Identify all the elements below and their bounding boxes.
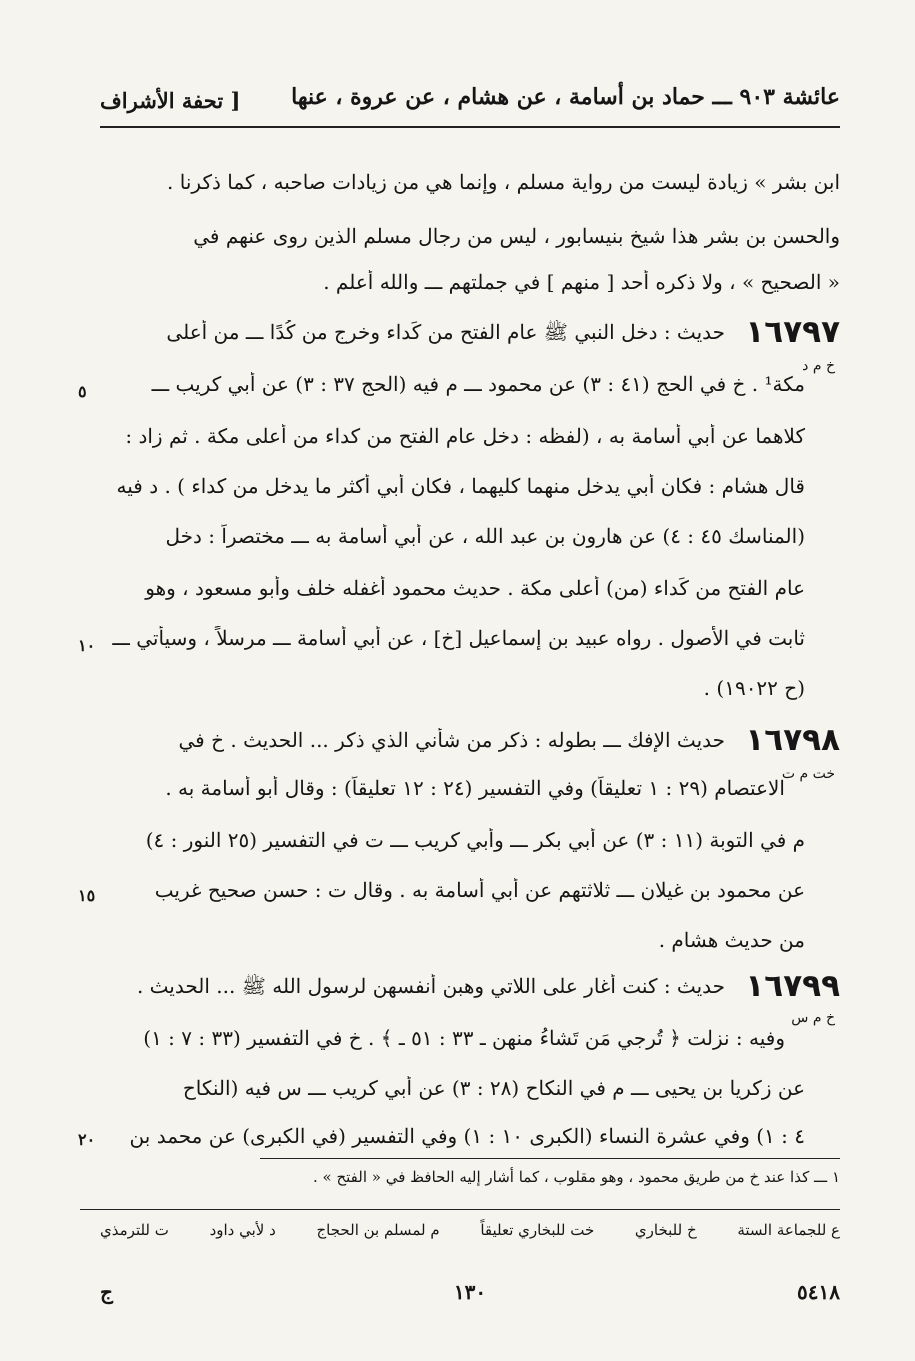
text-line: من حديث هشام . [658, 928, 805, 952]
abbreviation-item: خت للبخاري تعليقاً [480, 1221, 595, 1239]
source-sigla: خت م ت [781, 766, 835, 782]
abbreviation-item: خ للبخاري [634, 1221, 697, 1239]
header-chain: عائشة ٩٠٣ ـــ حماد بن أسامة ، عن هشام ، عن عروة ، عنها [291, 84, 840, 110]
source-sigla: خ م س [791, 1010, 835, 1026]
text-line: (المناسك ٤٥ : ٤) عن هارون بن عبد الله ، عن أبي أسامة به ـــ مختصراً : دخل [165, 524, 805, 548]
abbreviation-item: ت للترمذي [100, 1221, 169, 1239]
signature-mark: ج [100, 1280, 113, 1304]
hadith-number: ١٦٧٩٩ [745, 968, 840, 1004]
text-line: ٤ : ١) وفي عشرة النساء (الكبرى ١٠ : ١) وفي التفسير (في الكبرى) عن محمد بن [129, 1124, 805, 1148]
text-line: « الصحيح » ، ولا ذكره أحد [ منهم ] في جملتهم ـــ والله أعلم . [323, 270, 840, 294]
header-book-title: [ تحفة الأشراف [100, 88, 241, 113]
abbreviation-item: د لأبي داود [209, 1221, 276, 1239]
abbreviations-key [100, 1221, 840, 1239]
running-header [100, 78, 840, 128]
line-count-marker: ١٥ [78, 886, 96, 905]
text-line: (ح ١٩٠٢٢) . [703, 676, 805, 700]
page-number: ١٣٠ [453, 1280, 487, 1304]
source-sigla: خ م د [802, 358, 835, 374]
text-line: ابن بشر » زيادة ليست من رواية مسلم ، وإنما هي من زيادات صاحبه ، كما ذكرنا . [167, 170, 840, 194]
footnote-rule [260, 1158, 840, 1159]
footnote: ١ ـــ كذا عند خ من طريق محمود ، وهو مقلوب ، كما أشار إليه الحافظ في « الفتح » . [312, 1168, 840, 1186]
abbreviation-item: م لمسلم بن الحجاج [316, 1221, 440, 1239]
text-line: حديث : كنت أغار على اللاتي وهبن أنفسهن لرسول الله ﷺ ... الحديث . [136, 974, 725, 998]
volume-code: ٥٤١٨ [797, 1280, 840, 1304]
abbreviation-item: ع للجماعة الستة [737, 1221, 840, 1239]
text-line: حديث الإفك ـــ بطوله : ذكر من شأني الذي ذكر ... الحديث . خ في [178, 728, 725, 752]
text-line: الاعتصام (٢٩ : ١ تعليقاً) وفي التفسير (٢٤ : ١٢ تعليقاً) : وقال أبو أسامة به . [165, 776, 785, 800]
text-line: عن محمود بن غيلان ـــ ثلاثتهم عن أبي أسامة به . وقال ت : حسن صحيح غريب [154, 878, 805, 902]
abbreviations-rule [80, 1209, 840, 1210]
hadith-number: ١٦٧٩٧ [745, 314, 840, 350]
text-line: حديث : دخل النبي ﷺ عام الفتح من كَداء وخرج من كُدًا ـــ من أعلى [166, 320, 725, 344]
text-line: عام الفتح من كَداء (من) أعلى مكة . حديث محمود أغفله خلف وأبو مسعود ، وهو [145, 576, 805, 600]
text-line: قال هشام : فكان أبي يدخل منهما كليهما ، فكان أبي أكثر ما يدخل من كداء ) . د فيه [116, 474, 805, 498]
hadith-number: ١٦٧٩٨ [745, 722, 840, 758]
text-line: م في التوبة (١١ : ٣) عن أبي بكر ـــ وأبي كريب ـــ ت في التفسير (٢٥ النور : ٤) [145, 828, 805, 852]
line-count-marker: ١٠ [78, 636, 96, 655]
line-count-marker: ٥ [78, 382, 87, 401]
text-line: كلاهما عن أبي أسامة به ، (لفظه : دخل عام الفتح من كداء من أعلى مكة . ثم زاد : [125, 424, 805, 448]
text-line: ثابت في الأصول . رواه عبيد بن إسماعيل [خ] ، عن أبي أسامة ـــ مرسلاً ، وسيأتي ـــ [112, 626, 805, 650]
line-count-marker: ٢٠ [78, 1130, 96, 1149]
text-line: وفيه : نزلت ﴿ تُرجي مَن تَشاءُ منهن ـ ٣٣ : ٥١ ـ ﴾ . خ في التفسير (٣٣ : ٧ : ١) [143, 1026, 785, 1050]
page-footer [100, 1280, 840, 1310]
text-line: مكة¹ . خ في الحج (٤١ : ٣) عن محمود ـــ م فيه (الحج ٣٧ : ٣) عن أبي كريب ـــ [151, 372, 805, 396]
text-line: والحسن بن بشر هذا شيخ بنيسابور ، ليس من رجال مسلم الذين روى عنهم في [193, 224, 840, 248]
text-line: عن زكريا بن يحيى ـــ م في النكاح (٢٨ : ٣) عن أبي كريب ـــ س فيه (النكاح [182, 1076, 805, 1100]
